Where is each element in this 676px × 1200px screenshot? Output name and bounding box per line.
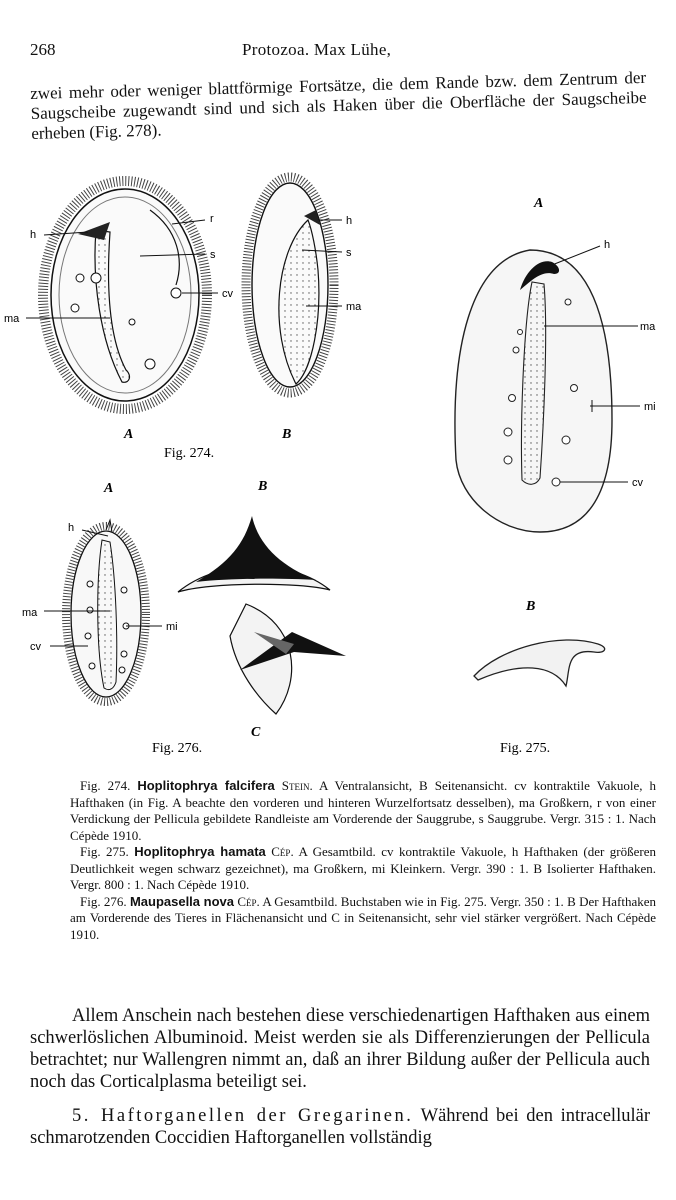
section-heading: 5. Haftorganellen der Gregarinen. <box>72 1106 414 1126</box>
caption-fig276: Fig. 276. Maupasella nova Cép. A Gesamtbild. Buchstaben wie in Fig. 275. Vergr. 350 : 1. B Der Hafthaken am Vorderende des Tieres in Flächenansicht und C in Seitenansicht, sehr viel stärker vergrößert. Nach Cépède 1910. <box>70 893 656 942</box>
intro-paragraph <box>30 68 647 144</box>
paragraph-1: Allem Anschein nach bestehen diese verschiedenartigen Hafthaken aus einem schwerlöslichen Albuminoid. Meist werden sie als Differenzierungen der Pellicula betrachtet; nur Wallengren nimmt an, daß an ihrer Bildung außer der Pellicula auch noch das Corticalplasma beteiligt sei. <box>30 1006 650 1092</box>
label-cv: cv <box>632 477 643 489</box>
intro-text: zwei mehr oder weniger blattförmige Fortsätze, die dem Rande bzw. dem Zentrum der Saugscheibe zugewandt sind und sich als Haken über die Oberfläche der Saugscheibe erheben (Fig. 278). <box>30 67 647 143</box>
fig276-a-illustration <box>66 481 146 702</box>
label-ma: ma <box>22 607 38 619</box>
running-head: Protozoa. Max Lühe, <box>242 40 392 59</box>
figure-captions <box>70 778 656 943</box>
fig275-panel-a: A <box>534 196 544 211</box>
label-ma: ma <box>346 301 362 313</box>
label-s: s <box>346 247 352 259</box>
caption-fig274: Fig. 274. Hoplitophrya falcifera Stein. A Ventralansicht, B Seitenansicht. cv kontraktile Vakuole, h Hafthaken (in Fig. A beachte den vorderen und hinteren Wurzelfortsatz desselben), ma Großkern, r von einer Verdickung der Pellicula gebildete Randleiste am Vorderende der Sauggrube, s Sauggrube. Vergr. 315 : 1. Nach Cépède 1910. <box>70 778 656 843</box>
fig276-panel-b: B <box>258 479 268 494</box>
fig275-a-illustration <box>455 250 612 532</box>
fig274-panel-b: B <box>282 427 292 442</box>
label-h: h <box>30 229 37 241</box>
fig275-panel-b: B <box>526 599 536 614</box>
figure-plate <box>0 170 676 770</box>
label-h: h <box>346 215 353 227</box>
label-cv: cv <box>30 641 41 653</box>
fig274-b-illustration <box>246 177 334 393</box>
page-number: 268 <box>30 40 56 59</box>
fig276-b-illustration <box>178 479 330 592</box>
label-r: r <box>210 213 214 225</box>
fig276-panel-c: C <box>251 725 261 740</box>
body-text <box>30 1005 650 1161</box>
fig275-b-illustration <box>474 599 605 686</box>
caption-fig275: Fig. 275. Hoplitophrya hamata Cép. A Gesamtbild. cv kontraktile Vakuole, h Hafthaken (der größeren Deutlichkeit wegen schwarz gezeichnet), ma Großkern, mi Kleinkern. Vergr. 390 : 1. B Isolierter Hafthaken. Vergr. 800 : 1. Nach Cépède 1910. <box>70 844 656 892</box>
fig274-panel-a: A <box>124 427 134 442</box>
fig276-panel-a: A <box>104 481 114 496</box>
fig276-label: Fig. 276. <box>152 741 203 756</box>
fig274-label: Fig. 274. <box>164 446 215 461</box>
page-header <box>30 40 646 66</box>
label-mi: mi <box>166 621 178 633</box>
label-h: h <box>604 239 611 251</box>
paragraph-2-text: Während bei den intracellulär schmarotzenden Coccidien Haftorganellen vollständig <box>30 1106 650 1148</box>
figure-drawings <box>0 170 676 770</box>
label-ma: ma <box>640 321 656 333</box>
label-ma: ma <box>4 313 20 325</box>
fig274-a-illustration <box>43 181 207 409</box>
paragraph-2 <box>30 1105 650 1149</box>
label-cv: cv <box>222 288 233 300</box>
label-s: s <box>210 249 216 261</box>
fig275-label: Fig. 275. <box>500 741 551 756</box>
label-mi: mi <box>644 401 656 413</box>
fig276-c-illustration <box>230 604 346 740</box>
label-h: h <box>68 522 75 534</box>
